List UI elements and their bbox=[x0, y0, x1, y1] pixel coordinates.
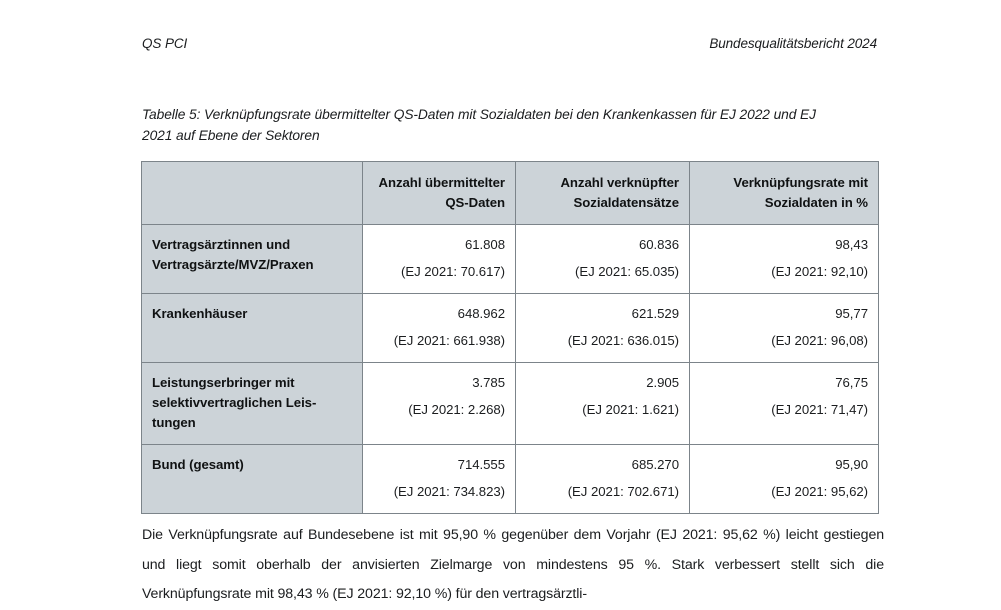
cell-prior-value: (EJ 2021: 636.015) bbox=[567, 333, 679, 348]
cell-prior-value: (EJ 2021: 2.268) bbox=[408, 402, 505, 417]
cell-rate bbox=[690, 294, 879, 363]
cell-linked bbox=[516, 445, 690, 514]
row-label: Vertragsärztinnen und Vertragsärzte/MVZ/Praxen bbox=[142, 225, 363, 294]
cell-linked bbox=[516, 363, 690, 445]
column-header-linked: Anzahl verknüpfter Sozialdatensätze bbox=[516, 162, 690, 225]
cell-submitted bbox=[363, 225, 516, 294]
cell-prior-value: (EJ 2021: 92,10) bbox=[771, 264, 868, 279]
table-caption: Tabelle 5: Verknüpfungsrate übermittelter QS-Daten mit Sozialdaten bei den Krankenkassen für EJ 2022 und EJ 2021 auf Ebene der Sektoren bbox=[142, 107, 816, 143]
table-row bbox=[142, 225, 879, 294]
row-label: Leistungserbringer mit selektivvertraglichen Leistungen bbox=[142, 363, 363, 445]
cell-value: 685.270 bbox=[631, 457, 679, 472]
column-header-submitted: Anzahl übermittelter QS-Daten bbox=[363, 162, 516, 225]
cell-rate bbox=[690, 225, 879, 294]
cell-rate bbox=[690, 445, 879, 514]
cell-value: 621.529 bbox=[631, 306, 679, 321]
table-row bbox=[142, 363, 879, 445]
running-header-right: Bundesqualitätsbericht 2024 bbox=[709, 36, 877, 51]
cell-value: 60.836 bbox=[638, 237, 679, 252]
table-row bbox=[142, 445, 879, 514]
cell-submitted bbox=[363, 294, 516, 363]
cell-value: 76,75 bbox=[835, 375, 868, 390]
cell-prior-value: (EJ 2021: 95,62) bbox=[771, 484, 868, 499]
body-paragraph: Die Verknüpfungsrate auf Bundesebene ist mit 95,90 % gegenüber dem Vorjahr (EJ 2021: 95,62 %) leicht gestiegen und liegt somit oberhalb der anvisierten Zielmarge von mindestens 95 %. Stark verbessert stellt sich die Verknüpfungsrate mit 98,43 % (EJ 2021: 92,10 %) für den vertragsärztli- bbox=[142, 527, 884, 602]
cell-prior-value: (EJ 2021: 702.671) bbox=[567, 484, 679, 499]
row-label: Krankenhäuser bbox=[142, 294, 363, 363]
cell-value: 61.808 bbox=[464, 237, 505, 252]
cell-prior-value: (EJ 2021: 70.617) bbox=[401, 264, 505, 279]
table-row bbox=[142, 294, 879, 363]
cell-prior-value: (EJ 2021: 734.823) bbox=[393, 484, 505, 499]
cell-prior-value: (EJ 2021: 96,08) bbox=[771, 333, 868, 348]
table-header bbox=[142, 162, 879, 225]
running-header bbox=[142, 36, 877, 51]
body-paragraph-container bbox=[142, 521, 884, 610]
cell-linked bbox=[516, 225, 690, 294]
cell-linked bbox=[516, 294, 690, 363]
row-label: Bund (gesamt) bbox=[142, 445, 363, 514]
cell-prior-value: (EJ 2021: 1.621) bbox=[582, 402, 679, 417]
cell-prior-value: (EJ 2021: 71,47) bbox=[771, 402, 868, 417]
cell-submitted bbox=[363, 445, 516, 514]
cell-rate bbox=[690, 363, 879, 445]
cell-prior-value: (EJ 2021: 661.938) bbox=[393, 333, 505, 348]
column-header-rate: Verknüpfungsrate mit Sozialdaten in % bbox=[690, 162, 879, 225]
table-corner-cell bbox=[142, 162, 363, 225]
table-header-row bbox=[142, 162, 879, 225]
cell-value: 95,77 bbox=[835, 306, 868, 321]
cell-value: 98,43 bbox=[835, 237, 868, 252]
cell-value: 3.785 bbox=[472, 375, 505, 390]
cell-value: 714.555 bbox=[457, 457, 505, 472]
verknuepfungsrate-table bbox=[141, 161, 879, 514]
cell-submitted bbox=[363, 363, 516, 445]
table-body bbox=[142, 225, 879, 514]
cell-value: 2.905 bbox=[646, 375, 679, 390]
running-header-left: QS PCI bbox=[142, 36, 188, 51]
cell-value: 95,90 bbox=[835, 457, 868, 472]
cell-prior-value: (EJ 2021: 65.035) bbox=[575, 264, 679, 279]
cell-value: 648.962 bbox=[457, 306, 505, 321]
